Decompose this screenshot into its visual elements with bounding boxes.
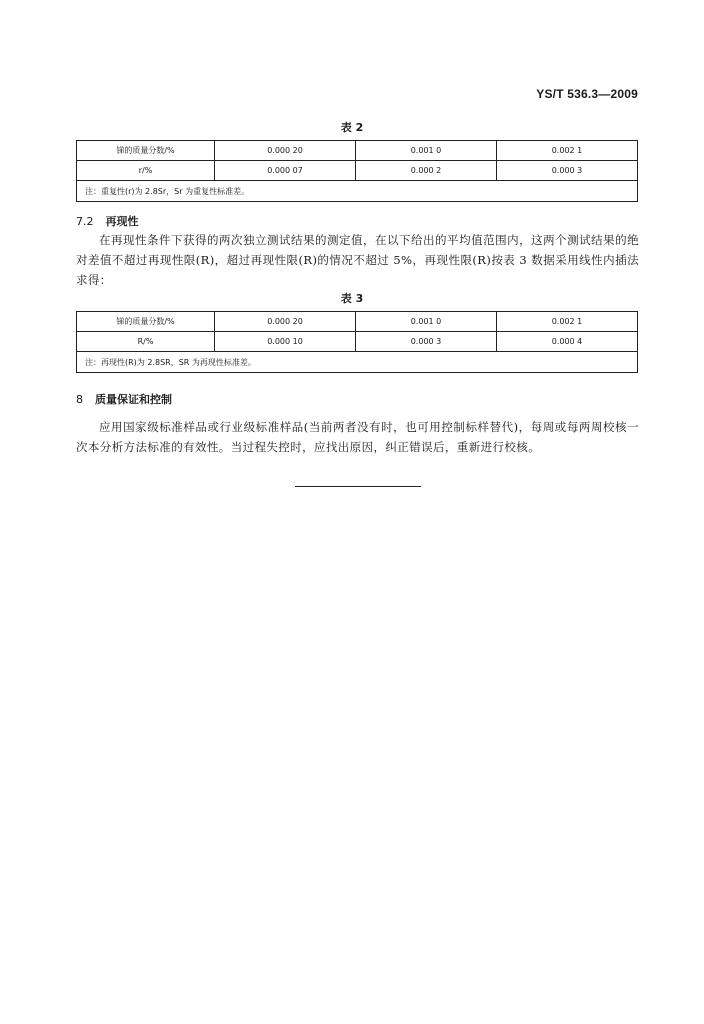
standard-code: YS/T 536.3—2009: [536, 87, 638, 101]
table-cell: 0.000 20: [215, 312, 356, 332]
table-header-cell: R/%: [77, 332, 215, 352]
table-row: [77, 332, 638, 352]
table-row: [77, 181, 638, 202]
table-row: [77, 141, 638, 161]
table-cell: 0.002 1: [497, 141, 638, 161]
table-2: [76, 140, 638, 202]
table-cell: 0.000 4: [497, 332, 638, 352]
section-title: 质量保证和控制: [95, 393, 172, 406]
table-note: 注：再现性(R)为 2.8SR，SR 为再现性标准差。: [77, 352, 638, 373]
section-number: 8: [76, 393, 83, 406]
table-cell: 0.002 1: [497, 312, 638, 332]
table-cell: 0.000 20: [215, 141, 356, 161]
table-header-cell: r/%: [77, 161, 215, 181]
table-cell: 0.000 3: [497, 161, 638, 181]
section-7-2-paragraph: 在再现性条件下获得的两次独立测试结果的测定值，在以下给出的平均值范围内，这两个测试结果的绝对差值不超过再现性限(R)，超过再现性限(R)的情况不超过 5%，再现性限(R)按表 3 数据采用线性内插法求得：: [76, 233, 639, 287]
table-note: 注：重复性(r)为 2.8Sr，Sr 为重复性标准差。: [77, 181, 638, 202]
section-title: 再现性: [105, 215, 139, 228]
table-cell: 0.001 0: [356, 312, 497, 332]
table-row: [77, 312, 638, 332]
table-row: [77, 161, 638, 181]
end-rule: [295, 486, 421, 487]
table-cell: 0.000 07: [215, 161, 356, 181]
table-cell: 0.000 2: [356, 161, 497, 181]
table-3-caption: 表 3: [340, 292, 364, 305]
table-2-caption: 表 2: [340, 121, 364, 134]
table-row: [77, 352, 638, 373]
table-header-cell: 锑的质量分数/%: [77, 141, 215, 161]
section-7-2-heading: [76, 213, 139, 229]
section-8-paragraph: 应用国家级标准样品或行业级标准样品(当前两者没有时，也可用控制标样替代)，每周或每两周校核一次本分析方法标准的有效性。当过程失控时，应找出原因，纠正错误后，重新进行校核。: [76, 420, 639, 454]
table-header-cell: 锑的质量分数/%: [77, 312, 215, 332]
table-cell: 0.001 0: [356, 141, 497, 161]
section-number: 7.2: [76, 215, 94, 228]
table-cell: 0.000 10: [215, 332, 356, 352]
section-8-heading: [76, 391, 172, 407]
table-cell: 0.000 3: [356, 332, 497, 352]
table-3: [76, 311, 638, 373]
